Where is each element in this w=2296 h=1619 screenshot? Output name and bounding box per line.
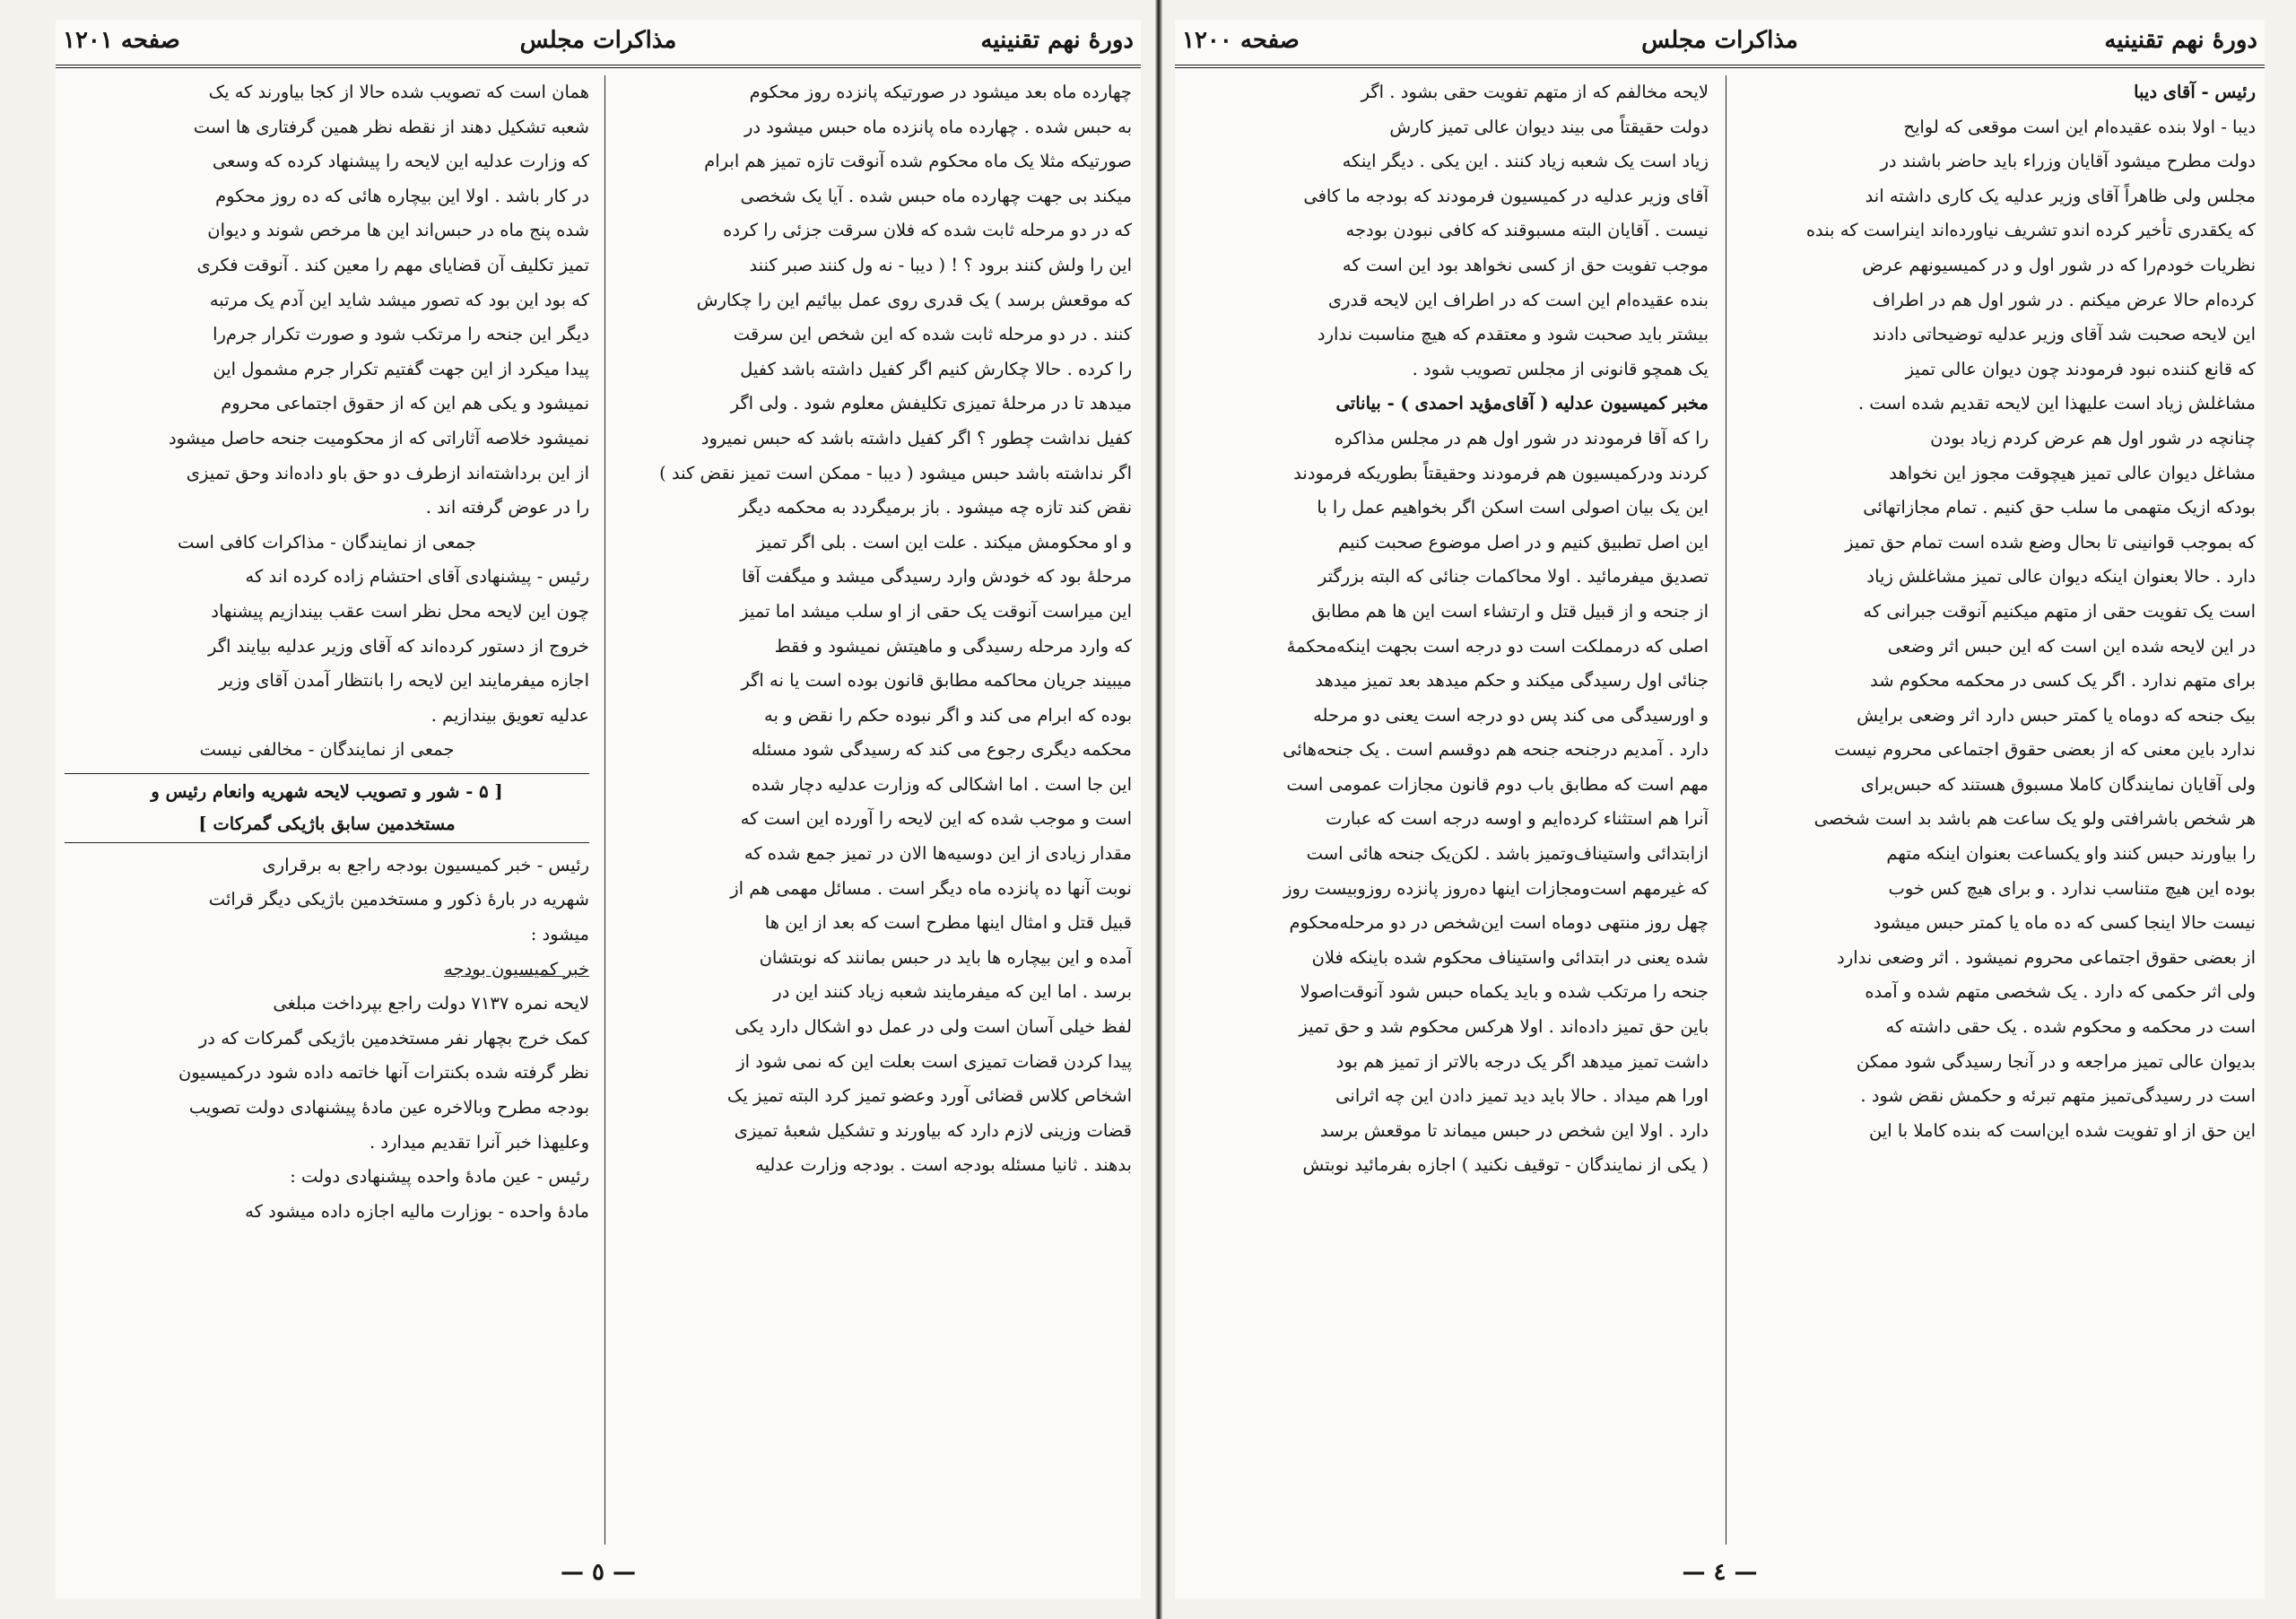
text-line: را کرده . حالا چکارش کنیم اگر کفیل داشته باشد کفیل <box>740 358 1132 379</box>
text-line: اجازه میفرمایند این لایحه را بانتظار آمدن آقای وزیر <box>218 670 589 692</box>
text-line: را بیاورند حبس کنند واو یکساعت بعنوان اینکه متهم <box>1886 843 2256 865</box>
paragraph <box>65 987 589 1160</box>
text-line: رئیس - خبر کمیسیون بودجه راجع به برقراری <box>262 854 589 875</box>
text-line: دارد . حالا بعنوان اینکه دیوان عالی تمیز مشاغلش زیاد <box>1866 566 2256 588</box>
speaker-heading: مخبر کمیسیون عدلیه ( آقای‌مؤید احمدی ) - بیاناتی <box>1335 393 1709 414</box>
text-line: آنرا هم استثناء کرده‌ایم و اوسه درجه است که عبارت <box>1326 808 1709 830</box>
text-line: لفظ خیلی آسان است ولی در عمل دو اشکال دارد یکی <box>735 1016 1132 1038</box>
text-line: دیبا - اولا بنده عقیده‌ام این است موقعی که لوایح <box>1903 116 2256 137</box>
text-column-left <box>1184 75 1709 1545</box>
text-line: از این برداشته‌اند ازطرف دو حق باو داده‌اند وحق تمیزی <box>186 462 589 483</box>
text-line: کنند . در دو مرحله ثابت شده که این شخص این سرقت <box>733 324 1132 345</box>
journal-title: مذاکرات مجلس <box>1641 27 1798 54</box>
column-divider <box>604 75 605 1545</box>
text-line: از بعضی حقوق اجتماعی محروم نمیشود . اثر وضعی ندارد <box>1837 946 2256 968</box>
text-line: باین حق تمیز داده‌اند . اولا هرکس محکوم شد و حق تمیز <box>1299 1016 1709 1038</box>
text-line: آقای وزیر عدلیه در کمیسیون فرمودند که بودجه ما کافی <box>1303 185 1709 206</box>
text-line: صورتیکه مثلا یک ماه محکوم شده آنوقت تازه تمیز هم ابرام <box>704 151 1132 172</box>
text-line: در کار باشد . اولا این بیچاره هائی که ده روز محکوم <box>215 185 589 206</box>
text-line: چون این لایحه محل نظر است عقب بیندازیم پیشنهاد <box>211 600 589 622</box>
text-line: دولت حقیقتاً می بیند دیوان عالی تمیز کارش <box>1389 116 1709 137</box>
text-line: بدیوان عالی تمیز مراجعه و در آنجا رسیدگی شود ممکن <box>1856 1050 2256 1072</box>
page-number: — ٤ — <box>1682 1559 1758 1586</box>
text-column-left <box>65 75 589 1545</box>
text-line: رئیس - پیشنهادی آقای احتشام زاده کرده اند که <box>245 566 589 588</box>
text-line: برسد . اما این که میفرمایند شعبه زیاد کنند این در <box>773 981 1132 1003</box>
text-line: را در عوض گرفته اند . <box>425 497 589 518</box>
text-line: این جا است . اما اشکالی که وزارت عدلیه دچار شده <box>751 773 1132 795</box>
text-line: چهل روز منتهی دوماه است این‌شخص در دو مرحله‌محکوم <box>1289 912 1709 934</box>
text-line: بودجه مطرح وبالاخره عین مادهٔ پیشنهادی دولت تصویب <box>188 1097 589 1119</box>
text-line: شده یعنی در ابتدائی واستیناف محکوم شده باینکه فلان <box>1311 946 1709 968</box>
text-column-right <box>1731 75 2256 1545</box>
paragraph <box>65 560 589 733</box>
text-line: از جنحه و از قبیل قتل و ارتشاء است این ها هم مطابق <box>1311 600 1709 622</box>
text-line: که قانع کننده نبود فرمودند چون دیوان عالی تمیز <box>1905 358 2256 379</box>
text-line: تمیز تکلیف آن قضایای مهم را معین کند . آنوقت فکری <box>196 254 589 275</box>
page-label: صفحه ۱۲۰۱ <box>63 27 180 54</box>
text-line: نمیشود و یکی هم این که از حقوق اجتماعی محروم <box>221 393 589 414</box>
text-line: بوده که ابرام می کند و اگر نبوده حکم را نقض و به <box>764 704 1132 726</box>
text-line: نمیشود خلاصه آثاراتی که از محکومیت جنحه حاصل میشود <box>168 427 589 448</box>
text-line: ندارد باین معنی که از بعضی حقوق اجتماعی محروم نیست <box>1834 739 2256 761</box>
left-page <box>56 20 1141 1598</box>
text-line: این یک بیان اصولی است اسکن اگر بخواهیم عمل را با <box>1317 497 1709 518</box>
text-line: مشاغل دیوان عالی تمیز هیچوقت مجوز این نخواهد <box>1889 462 2256 483</box>
page-number: — ٥ — <box>560 1559 637 1586</box>
book-spine <box>1155 0 1162 1619</box>
text-line: بنده عقیده‌ام این است که در اطراف این لایحه قدری <box>1327 289 1709 310</box>
text-line: بیک جنحه که دوماه یا کمتر حبس دارد اثر وضعی برایش <box>1857 704 2256 726</box>
text-line: و اورسیدگی می کند پس دو درجه است یعنی دو مرحله <box>1313 704 1709 726</box>
text-line: به حبس شده . چهارده ماه پانزده ماه حبس میشود در <box>744 116 1132 137</box>
text-line: پیدا کردن قضات تمیزی است بعلت این که نمی شود از <box>736 1050 1132 1072</box>
text-line: بوده این هیچ متناسب ندارد . و برای هیچ کس خوب <box>1888 877 2256 899</box>
text-line: میبیند جریان محاکمه مطابق قانون بوده است یا نه اگر <box>741 670 1132 692</box>
text-line: چهارده ماه بعد میشود در صورتیکه پانزده روز محکوم <box>749 82 1132 102</box>
text-line: که وارد مرحله رسیدگی و ماهیتش نمیشود و فقط <box>774 635 1132 657</box>
text-line: اگر نداشته باشد حبس میشود ( دیبا - ممکن است تمیز نقض کند ) <box>659 462 1132 483</box>
speaker-heading: رئیس - آقای دیبا <box>2134 82 2256 102</box>
text-line: کمک خرج بچهار نفر مستخدمین باژیکی گمرکات که در <box>198 1027 589 1049</box>
session-label: دورهٔ نهم تقنینیه <box>2104 27 2257 54</box>
text-line: که بموجب قوانینی تا بحال وضع شده است تمام حق تمیز <box>1845 531 2256 553</box>
text-line: یک همچو قانونی از مجلس تصویب شود . <box>1412 358 1709 379</box>
section-heading-line: [ ۵ - شور و تصویب لایحه شهریه وانعام رئیس و <box>151 780 503 802</box>
text-line: ولی آقایان نمایندگان کاملا مسبوق هستند که حبس‌برای <box>1860 773 2256 795</box>
text-line: محکمه دیگری رجوع می کند که رسیدگی شود مسئله <box>751 739 1132 761</box>
paragraph <box>1731 110 2256 422</box>
text-line: میکند بی جهت چهارده ماه حبس شده . آیا یک شخصی <box>740 185 1132 206</box>
text-line: نظریات خودم‌را که در شور اول و در کمیسیونهم عرض <box>1862 254 2256 275</box>
text-line: است در محکمه و محکوم شده . یک حقی داشته که <box>1885 1016 2256 1038</box>
text-line: مرحلهٔ بود که خودش وارد رسیدگی میشد و میگفت آقا <box>741 566 1132 588</box>
text-line: میشود : <box>530 924 589 945</box>
text-line: که در دو مرحله ثابت شده که فلان سرقت جزئی را کرده <box>723 220 1132 241</box>
text-line: جنحه را مرتکب شده و باید یکماه حبس شود آنوقت‌اصولا <box>1300 981 1709 1003</box>
text-line: مجلس ولی ظاهراً آقای وزیر عدلیه یک کاری داشته اند <box>1865 185 2256 206</box>
text-line: تصدیق میفرمائید . اولا محاکمات جنائی که البته بزرگتر <box>1318 566 1709 588</box>
text-line: نقض کند تازه چه میشود . باز برمیگردد به محکمه دیگر <box>738 497 1132 518</box>
text-line: که غیرمهم است‌ومجازات اینها ده‌روز پانزده روز‌وبیست روز <box>1283 877 1709 899</box>
text-line: که یکقدری تأخیر کرده اندو تشریف نیاورده‌اند اینراست که بنده <box>1805 220 2256 241</box>
paragraph <box>65 1160 589 1229</box>
text-line: شهریه در بارهٔ ذکور و مستخدمین باژیکی دیگر قرائت <box>208 889 589 910</box>
text-line: این لایحه صحبت شد آقای وزیر عدلیه توضیحاتی دادند <box>1872 324 2256 345</box>
text-line: پیدا میکرد از این جهت گفتیم تکرار جرم مشمول این <box>213 358 589 379</box>
text-line: این میراست آنوقت یک حقی از او سلب میشد اما تمیز <box>740 600 1132 622</box>
interjection: جمعی از نمایندگان - مذاکرات کافی است <box>178 531 476 553</box>
text-line: کرده‌ام حالا عرض میکنم . در شور اول هم در اطراف <box>1872 289 2256 310</box>
text-line: قبیل قتل و امثال اینها مطرح است که بعد از این ها <box>764 912 1132 934</box>
page-label: صفحه ۱۲۰۰ <box>1182 27 1300 54</box>
text-line: مقدار زیادی از این دوسیه‌ها الان در تمیز جمع شده که <box>744 843 1132 865</box>
text-line: نوبت آنها ده پانزده ماه دیگر است . مسائل مهمی هم از <box>730 877 1132 899</box>
paragraph <box>65 849 589 953</box>
text-line: است یک تفویت حقی از متهم میکنیم آنوقت جبرانی که <box>1863 600 2256 622</box>
text-line: را که آقا فرمودند در شور اول هم در مجلس مذاکره <box>1334 427 1709 448</box>
text-line: کردند ودرکمیسیون هم فرمودند وحقیقتاً بطوریکه فرمودند <box>1293 462 1709 483</box>
text-line: دیگر این جنحه را مرتکب شود و صورت تکرار جرم‌را <box>213 324 589 345</box>
session-label: دورهٔ نهم تقنینیه <box>980 27 1134 54</box>
text-line: موجب تفویت حق از کسی نخواهد بود این است که <box>1342 254 1709 275</box>
report-title: خبر کمیسیون بودجه <box>444 958 589 979</box>
text-line: آمده و این بیچاره ها باید در حبس بمانند که نوبتشان <box>759 946 1132 968</box>
text-line: که بود این بود که تصور میشد شاید این آدم یک مرتبه <box>209 289 589 310</box>
text-line: اورا هم میداد . حالا باید دید تمیز دادن این چه اثرانی <box>1335 1085 1709 1107</box>
text-line: برای متهم ندارد . اگر یک کسی در محکمه محکوم شد <box>1870 670 2256 692</box>
text-line: نظر گرفته شده بکنترات آنها خاتمه داده شود درکمیسیون <box>178 1062 589 1084</box>
section-heading-line: مستخدمین سابق باژیکی گمرکات ] <box>198 813 456 834</box>
right-page <box>1175 20 2265 1598</box>
text-line: در این لایحه شده این است که این حبس اثر وضعی <box>1887 635 2256 657</box>
text-line: بدهند . ثانیا مسئله بودجه است . بودجه وزارت عدلیه <box>755 1154 1132 1176</box>
text-line: مشاغلش زیاد است علیهذا این لایحه تقدیم شده است . <box>1857 393 2256 414</box>
text-line: عدلیه تعویق بیندازیم . <box>430 704 589 726</box>
text-line: خروج از دستور کرده‌اند که آقای وزیر عدلیه بیایند اگر <box>208 635 589 657</box>
interjection: جمعی از نمایندگان - مخالفی نیست <box>199 739 455 761</box>
paragraph <box>65 75 589 526</box>
text-line: رئیس - عین مادهٔ واحده پیشنهادی دولت : <box>290 1166 589 1188</box>
text-line: زیاد است یک شعبه زیاد کنند . این یکی . دیگر اینکه <box>1342 151 1709 172</box>
text-line: است در رسیدگی‌تمیز متهم تبرئه و حکمش نقض شود . <box>1860 1085 2256 1107</box>
text-line: لایحه مخالفم که از متهم تفویت حقی بشود . اگر <box>1361 82 1709 102</box>
text-line: دولت مطرح میشود آقایان وزراء باید حاضر باشند در <box>1880 151 2256 172</box>
text-line: اصلی که درمملکت است دو درجه است بجهت اینکه‌محکمهٔ <box>1286 635 1709 657</box>
text-line: لایحه نمره ۷۱۳۷ دولت راجع بپرداخت مبلغی <box>273 993 589 1014</box>
text-column-right <box>607 75 1132 1545</box>
text-line: که وزارت عدلیه این لایحه را پیشنهاد کرده که وسعی <box>212 151 589 172</box>
text-line: بیشتر باید صحبت شود و معتقدم که هیچ مناسبت ندارد <box>1317 324 1709 345</box>
text-line: جنائی اول رسیدگی میکند و حکم میدهد بعد تمیز میدهد <box>1315 670 1709 692</box>
text-line: نیست . آقایان البته مسبوقند که کافی نبودن بودجه <box>1345 220 1709 241</box>
text-line: مادهٔ واحده - بوزارت مالیه اجازه داده میشود که <box>245 1200 589 1222</box>
paragraph <box>1184 75 1709 387</box>
paragraph <box>1731 422 2256 1148</box>
text-line: بودکه ازیک متهمی ما سلب حق کنیم . تمام مجازاتهائی <box>1863 497 2256 518</box>
text-line: قضات وزینی لازم دارد که بیاورند و تشکیل شعبهٔ تمیزی <box>734 1119 1132 1141</box>
text-line: چنانچه در شور اول هم عرض کردم زیاد بودن <box>1930 427 2256 448</box>
text-line: شعبه تشکیل دهند از نقطه نظر همین گرفتاری ها است <box>193 116 589 137</box>
text-line: وعلیهذا خبر آنرا تقدیم میدارد . <box>370 1131 589 1153</box>
text-line: هر شخص باشرافتی ولو یک ساعت هم باشد بد است شخصی <box>1813 808 2256 830</box>
text-line: ( یکی از نمایندگان - توقیف نکنید ) اجازه بفرمائید نوبتش <box>1302 1154 1709 1176</box>
running-head <box>56 20 1141 68</box>
text-line: داشت تمیز میدهد اگر یک درجه بالاتر از تمیز هم بود <box>1335 1050 1709 1072</box>
journal-title: مذاکرات مجلس <box>519 27 677 54</box>
text-line: این را ولش کنند برود ؟ ! ( دیبا - نه ول کنند صبر کنند <box>749 254 1132 275</box>
text-line: ولی اثر حکمی که دارد . یک شخصی متهم شده و آمده <box>1865 981 2256 1003</box>
text-line: شده پنج ماه در حبس‌اند این ها مرخص شوند و دیوان <box>207 220 589 241</box>
text-line: نیست حالا اینجا کسی که ده ماه یا کمتر حبس میشود <box>1873 912 2256 934</box>
text-line: اشخاص کلاس قضائی آورد وعضو تمیز کرد البته تمیز یک <box>726 1085 1132 1107</box>
text-line: این اصل تطبیق کنیم و در اصل موضوع صحبت کنیم <box>1338 531 1709 553</box>
text-line: میدهد تا در مرحلهٔ تمیزی تکلیفش معلوم شود . ولی اگر <box>730 393 1132 414</box>
text-line: است و موجب شده که این لایحه را آورده این است که <box>740 808 1132 830</box>
text-line: و او محکومش میکند . علت این است . بلی اگر تمیز <box>756 531 1132 553</box>
text-line: که موقعش برسد ) یک قدری روی عمل بیائیم این را چکارش <box>696 289 1132 310</box>
text-line: کفیل نداشت چطور ؟ اگر کفیل داشته باشد که حبس نمیرود <box>700 427 1132 448</box>
text-line: همان است که تصویب شده حالا از کجا بیاورند که یک <box>208 82 589 102</box>
paragraph <box>1184 422 1709 1183</box>
text-line: این حق از او تفویت شده این‌است که بنده کاملا با این <box>1868 1119 2256 1141</box>
section-heading <box>65 773 589 843</box>
text-line: ازابتدائی واستیناف‌وتمیز باشد . لکن‌یک جنحه هائی است <box>1306 843 1709 865</box>
text-line: مهم است که مطابق باب دوم قانون مجازات عمومی است <box>1286 773 1709 795</box>
running-head <box>1175 20 2265 68</box>
text-line: دارد . آمدیم درجنحه جنحه هم دوقسم است . یک جنحه‌هائی <box>1283 739 1709 761</box>
text-line: دارد . اولا این شخص در حبس میماند تا موقعش برسد <box>1319 1119 1709 1141</box>
